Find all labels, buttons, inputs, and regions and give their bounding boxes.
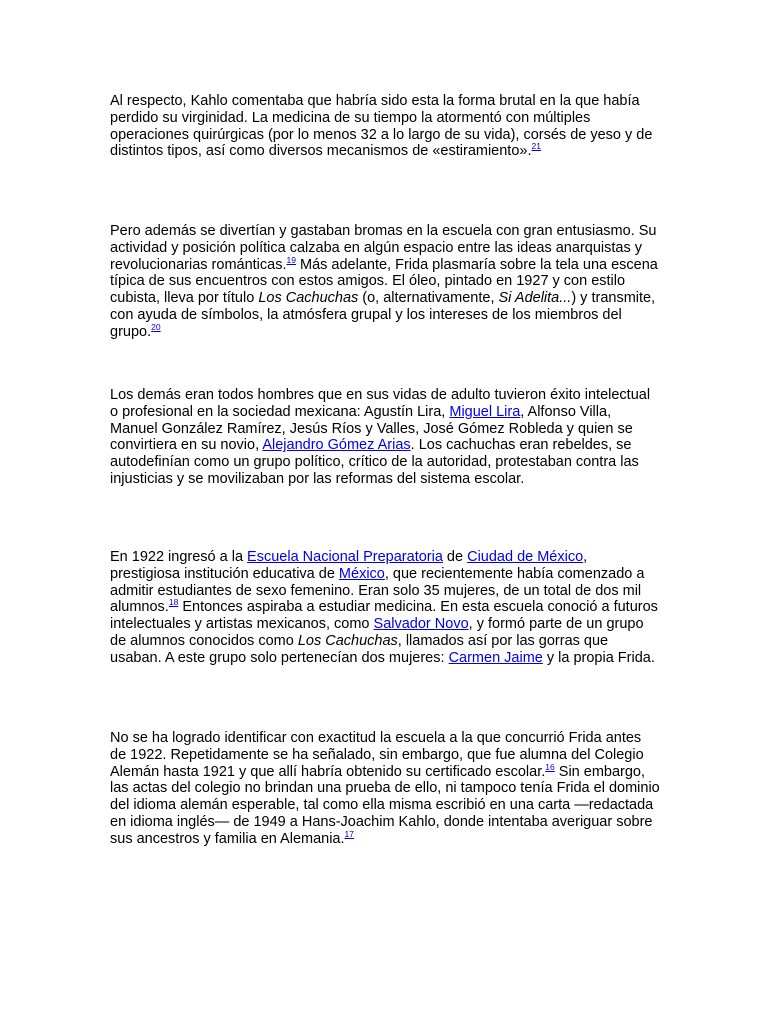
inline-link[interactable]: Miguel Lira xyxy=(449,403,521,420)
inline-link[interactable]: Escuela Nacional Preparatoria xyxy=(247,549,443,565)
inline-link[interactable]: Ciudad de México xyxy=(467,549,584,565)
text-run: Pero además se divertían y gastaban bromas en la escuela con gran entusiasmo. Su actividad y posición política calzaba en algún espacio entre las ideas anarquistas y revolucionarias románticas. xyxy=(110,223,657,273)
footnote-ref-link[interactable]: 16 xyxy=(545,761,555,772)
footnote-ref-link[interactable]: 20 xyxy=(151,321,161,332)
footnote-ref-link[interactable]: 18 xyxy=(168,597,179,608)
text-run: , prestigiosa institución educativa de xyxy=(110,549,588,582)
paragraph-1 xyxy=(110,93,660,160)
paragraph-3 xyxy=(110,387,660,488)
inline-link[interactable]: México xyxy=(338,565,385,582)
text-run: Entonces aspiraba a estudiar medicina. En esta escuela conoció a futuros intelectuales y artistas mexicanos, como xyxy=(110,599,658,633)
paragraph-5 xyxy=(110,730,660,848)
text-run: , y formó parte de un grupo de alumnos conocidos como xyxy=(110,616,644,649)
text-run: Sin embargo, las actas del colegio no brindan una prueba de ello, ni tampoco tenía Frida el dominio del idioma alemán esperable, tal como ella misma escribió en una carta —redactada en idioma inglés— de 1949 a Hans-Joachim Kahlo, donde intentaba averiguar sobre sus ancestros y familia en Alemania. xyxy=(110,763,660,847)
paragraph-2 xyxy=(110,223,660,341)
text-run: de xyxy=(442,549,468,565)
footnote-ref-link[interactable]: 19 xyxy=(286,254,296,265)
text-run: En 1922 ingresó a la xyxy=(110,549,248,565)
text-run: Al respecto, Kahlo comentaba que habría sido esta la forma brutal en la que había perdido su virginidad. La medicina de su tiempo la atormentó con múltiples operaciones quirúrgicas (por lo menos 32 a lo largo de su vida), corsés de yeso y de distintos tipos, así como diversos mecanismos de «estiramiento». xyxy=(110,93,653,160)
inline-link[interactable]: Alejandro Gómez Arias xyxy=(262,437,411,454)
footnote-ref-link[interactable]: 21 xyxy=(531,141,541,152)
text-run: , llamados así por las gorras que usaban. A este grupo solo pertenecían dos mujeres: xyxy=(110,632,609,666)
text-run: , Alfonso Villa, Manuel González Ramírez, Jesús Ríos y Valles, José Gómez Robleda y quien se convirtiera en su novio, xyxy=(110,403,633,454)
inline-link[interactable]: Carmen Jaime xyxy=(448,649,543,666)
paragraph-4 xyxy=(110,549,660,667)
inline-link[interactable]: Salvador Novo xyxy=(373,616,469,633)
text-run: , que recientemente había comenzado a admitir estudiantes de sexo femenino. Eran solo 35 mujeres, de un total de dos mil alumnos. xyxy=(110,565,645,616)
text-run: No se ha logrado identificar con exactitud la escuela a la que concurrió Frida antes de 1922. Repetidamente se ha señalado, sin embargo, que fue alumna del Colegio Alemán hasta 1921 y que allí habría obtenido su certificado escolar. xyxy=(110,730,644,780)
text-run: ) y transmite, con ayuda de símbolos, la atmósfera grupal y los intereses de los miembros del grupo. xyxy=(110,290,656,340)
text-run: Más adelante, Frida plasmaría sobre la tela una escena típica de sus encuentros con estos amigos. El óleo, pintado en 1927 y con estilo cubista, lleva por título xyxy=(110,256,658,307)
text-run: (o, alternativamente, xyxy=(358,290,499,307)
text-run: y la propia Frida. xyxy=(542,649,655,666)
text-run: . Los cachuchas eran rebeldes, se autodefinían como un grupo político, crítico de la autoridad, protestaban contra las injusticias y se movilizaban por las reformas del sistema escolar. xyxy=(110,437,639,487)
italic-title: Los Cachuchas xyxy=(297,632,398,649)
text-run: Los demás eran todos hombres que en sus vidas de adulto tuvieron éxito intelectual o profesional en la sociedad mexicana: Agustín Lira, xyxy=(110,387,651,420)
footnote-ref-link[interactable]: 17 xyxy=(344,828,354,839)
italic-title: Si Adelita... xyxy=(498,290,572,307)
italic-title: Los Cachuchas xyxy=(258,290,359,307)
